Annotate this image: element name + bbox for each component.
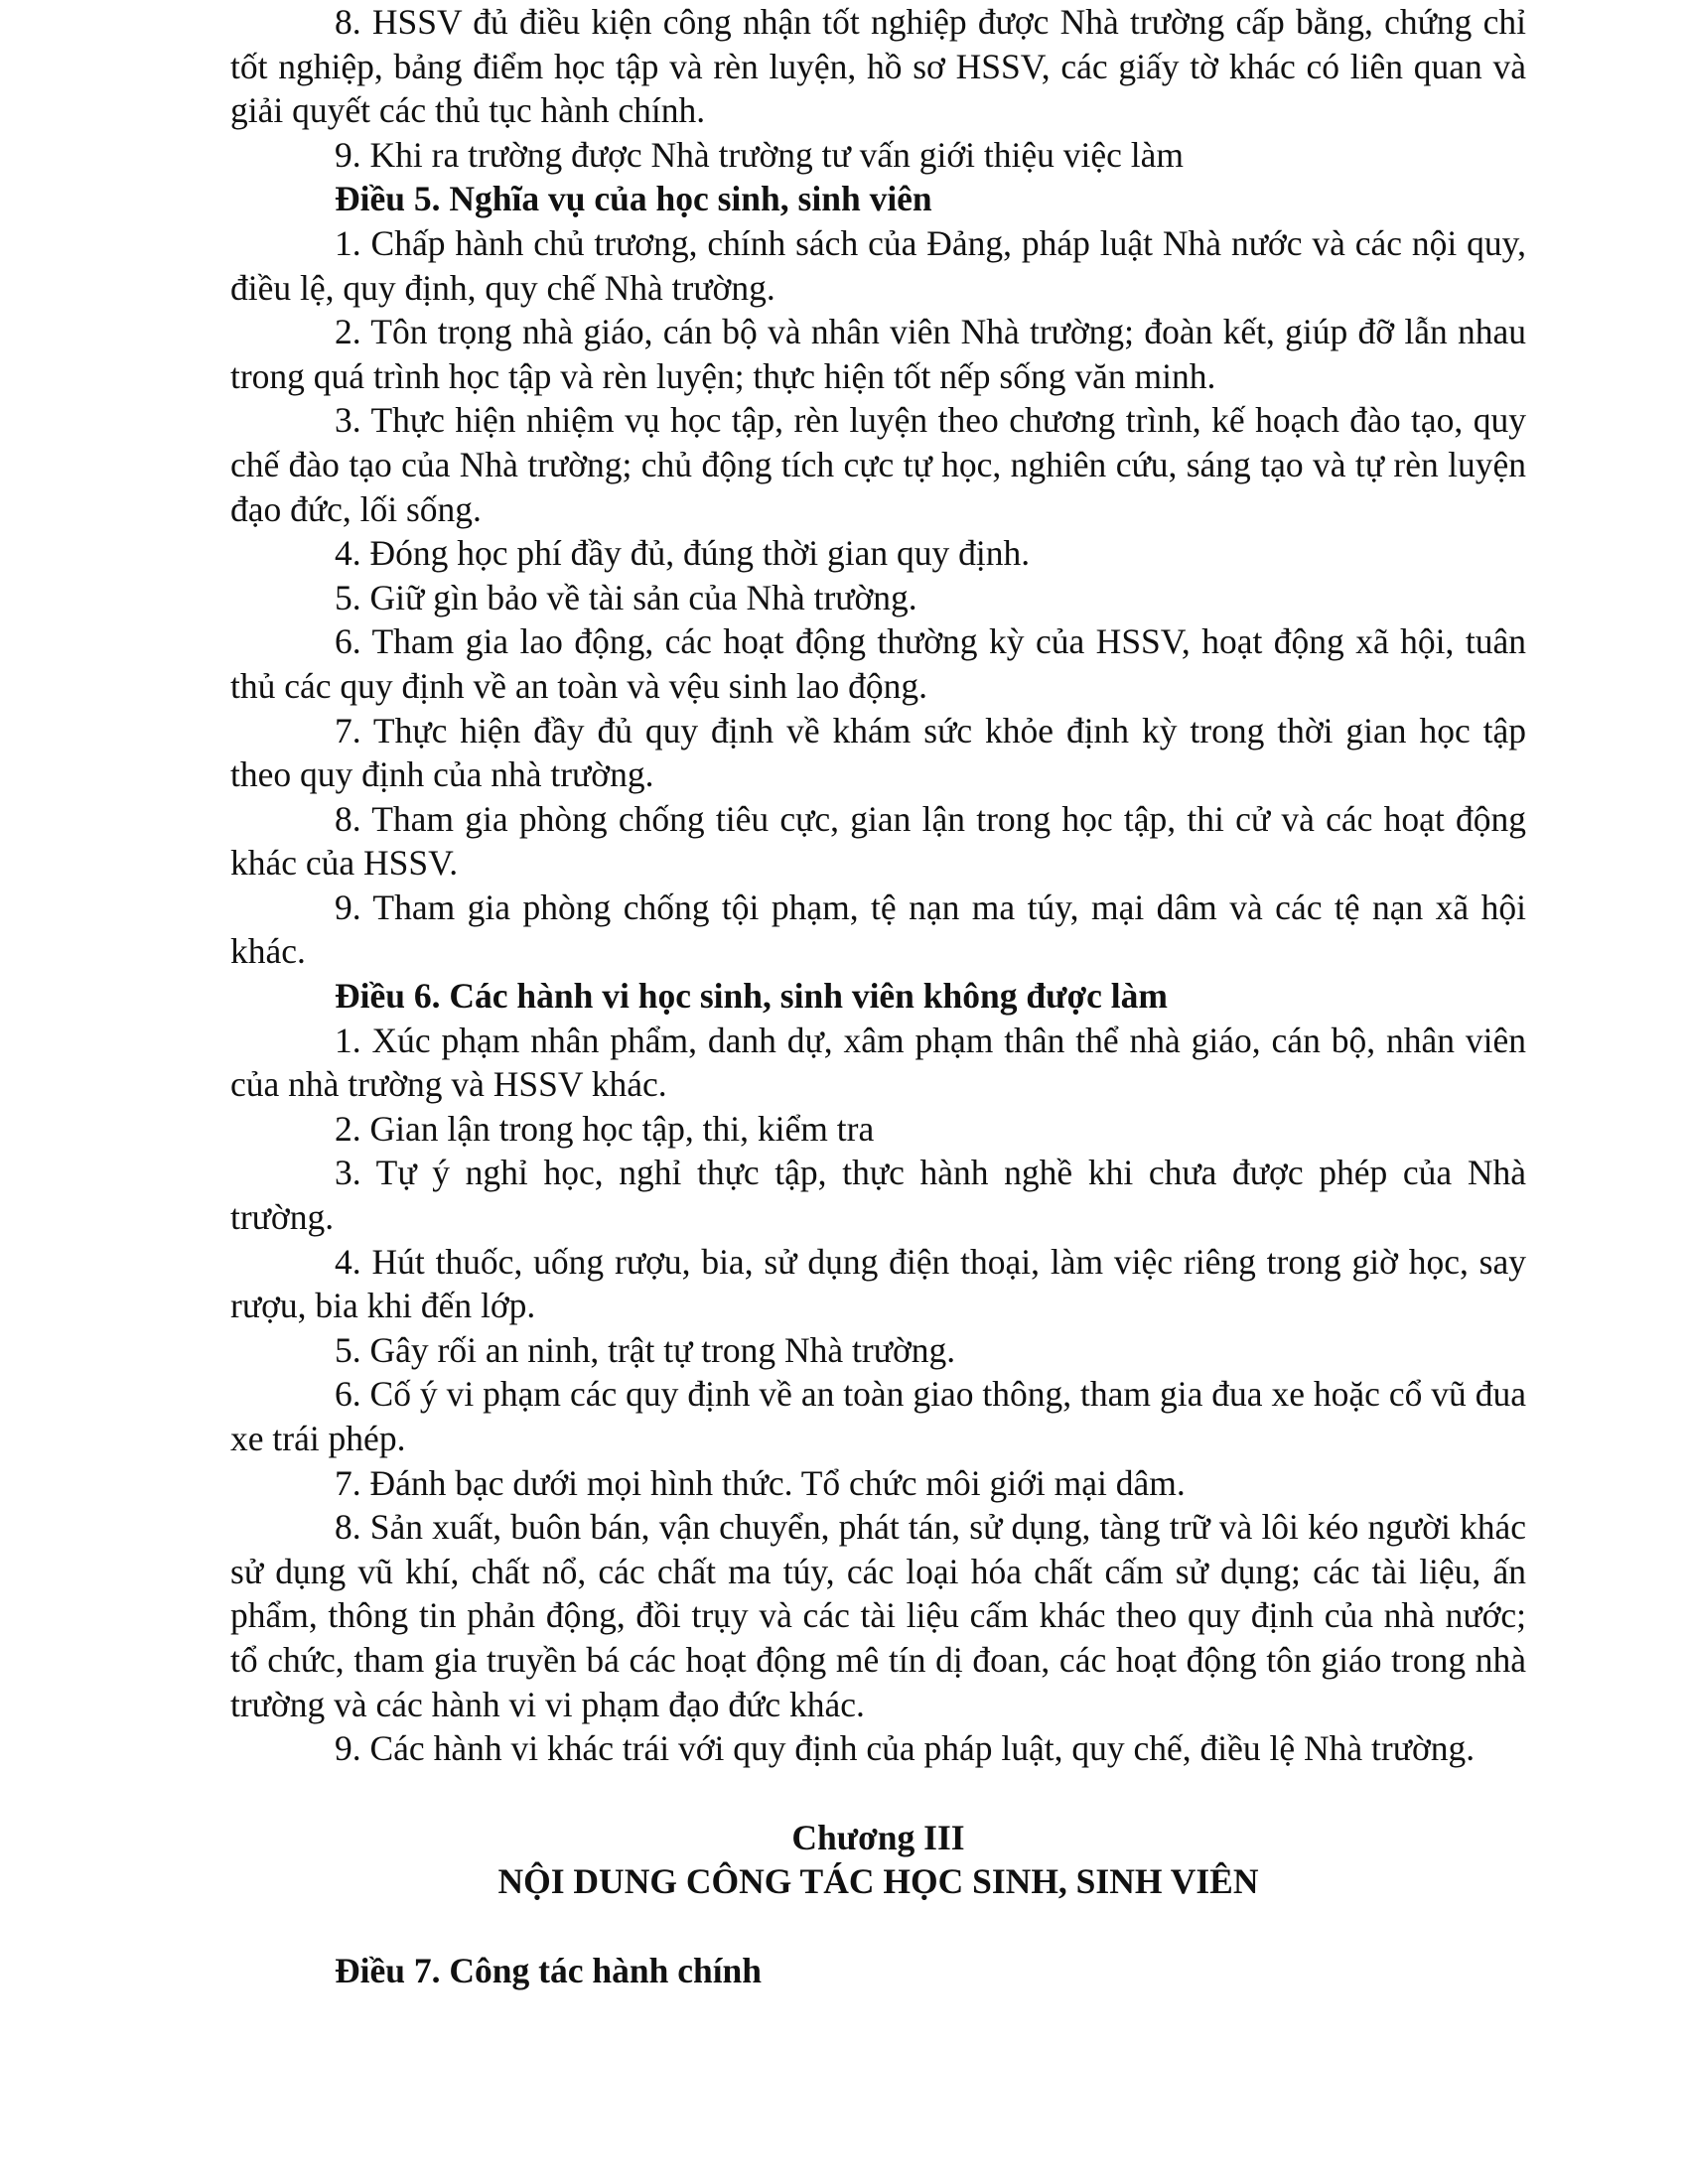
article-7-heading: Điều 7. Công tác hành chính (335, 1950, 763, 1990)
article-6-heading: Điều 6. Các hành vi học sinh, sinh viên không được làm (335, 976, 1168, 1017)
article-5-item-5: 5. Giữ gìn bảo về tài sản của Nhà trường. (335, 577, 917, 617)
spacer (230, 1771, 1526, 1816)
article-5-item-2: 2. Tôn trọng nhà giáo, cán bộ và nhân viên Nhà trường; đoàn kết, giúp đỡ lẫn nhau trong quá trình học tập và rèn luyện; thực hiện tốt nếp sống văn minh. (230, 312, 1526, 396)
article-5-item-7: 7. Thực hiện đầy đủ quy định về khám sức khỏe định kỳ trong thời gian học tập theo quy định của nhà trường. (230, 710, 1526, 795)
paragraph-continuation-9: 9. Khi ra trường được Nhà trường tư vấn giới thiệu việc làm (335, 134, 1184, 175)
article-6-item-8: 8. Sản xuất, buôn bán, vận chuyển, phát tán, sử dụng, tàng trữ và lôi kéo người khác sử dụng vũ khí, chất nổ, các chất ma túy, các loại hóa chất cấm sử dụng; các tài liệu, ấn phẩm, thông tin phản động, đồi trụy và các tài liệu cấm khác theo quy định của nhà nước; tổ chức, tham gia truyền bá các hoạt động mê tín dị đoan, các hoạt động tôn giáo trong nhà trường và các hành vi vi phạm đạo đức khác. (230, 1507, 1526, 1724)
article-6-item-7: 7. Đánh bạc dưới mọi hình thức. Tổ chức môi giới mại dâm. (335, 1462, 1186, 1503)
article-6-item-6: 6. Cố ý vi phạm các quy định về an toàn giao thông, tham gia đua xe hoặc cổ vũ đua xe trái phép. (230, 1374, 1526, 1458)
article-6-item-2: 2. Gian lận trong học tập, thi, kiểm tra (335, 1108, 875, 1149)
article-6-item-9: 9. Các hành vi khác trái với quy định của pháp luật, quy chế, điều lệ Nhà trường. (335, 1728, 1476, 1769)
article-5-item-4: 4. Đóng học phí đầy đủ, đúng thời gian quy định. (335, 533, 1031, 574)
article-5-item-9: 9. Tham gia phòng chống tội phạm, tệ nạn ma túy, mại dâm và các tệ nạn xã hội khác. (230, 887, 1526, 972)
article-6-item-4: 4. Hút thuốc, uống rượu, bia, sử dụng điện thoại, làm việc riêng trong giờ học, say rượu, bia khi đến lớp. (230, 1241, 1526, 1326)
article-6-item-1: 1. Xúc phạm nhân phẩm, danh dự, xâm phạm thân thể nhà giáo, cán bộ, nhân viên của nhà trường và HSSV khác. (230, 1020, 1526, 1105)
article-5-item-8: 8. Tham gia phòng chống tiêu cực, gian lận trong học tập, thi cử và các hoạt động khác của HSSV. (230, 798, 1526, 884)
document-page (230, 0, 1526, 1993)
article-5-heading: Điều 5. Nghĩa vụ của học sinh, sinh viên (335, 179, 932, 219)
article-6-item-5: 5. Gây rối an ninh, trật tự trong Nhà trường. (335, 1329, 956, 1370)
paragraph-continuation-8: 8. HSSV đủ điều kiện công nhận tốt nghiệp được Nhà trường cấp bằng, chứng chỉ tốt nghiệp, bảng điểm học tập và rèn luyện, hồ sơ HSSV, các giấy tờ khác có liên quan và giải quyết các thủ tục hành chính. (230, 2, 1526, 131)
article-5-item-6: 6. Tham gia lao động, các hoạt động thường kỳ của HSSV, hoạt động xã hội, tuân thủ các quy định về an toàn và vệu sinh lao động. (230, 621, 1526, 706)
article-5-item-3: 3. Thực hiện nhiệm vụ học tập, rèn luyện theo chương trình, kế hoạch đào tạo, quy chế đào tạo của Nhà trường; chủ động tích cực tự học, nghiên cứu, sáng tạo và tự rèn luyện đạo đức, lối sống. (230, 400, 1526, 529)
spacer (230, 1904, 1526, 1949)
article-6-item-3: 3. Tự ý nghỉ học, nghỉ thực tập, thực hành nghề khi chưa được phép của Nhà trường. (230, 1153, 1526, 1238)
chapter-title: NỘI DUNG CÔNG TÁC HỌC SINH, SINH VIÊN (497, 1861, 1259, 1902)
article-5-item-1: 1. Chấp hành chủ trương, chính sách của Đảng, pháp luật Nhà nước và các nội quy, điều lệ, quy định, quy chế Nhà trường. (230, 222, 1526, 308)
chapter-number: Chương III (791, 1817, 965, 1857)
